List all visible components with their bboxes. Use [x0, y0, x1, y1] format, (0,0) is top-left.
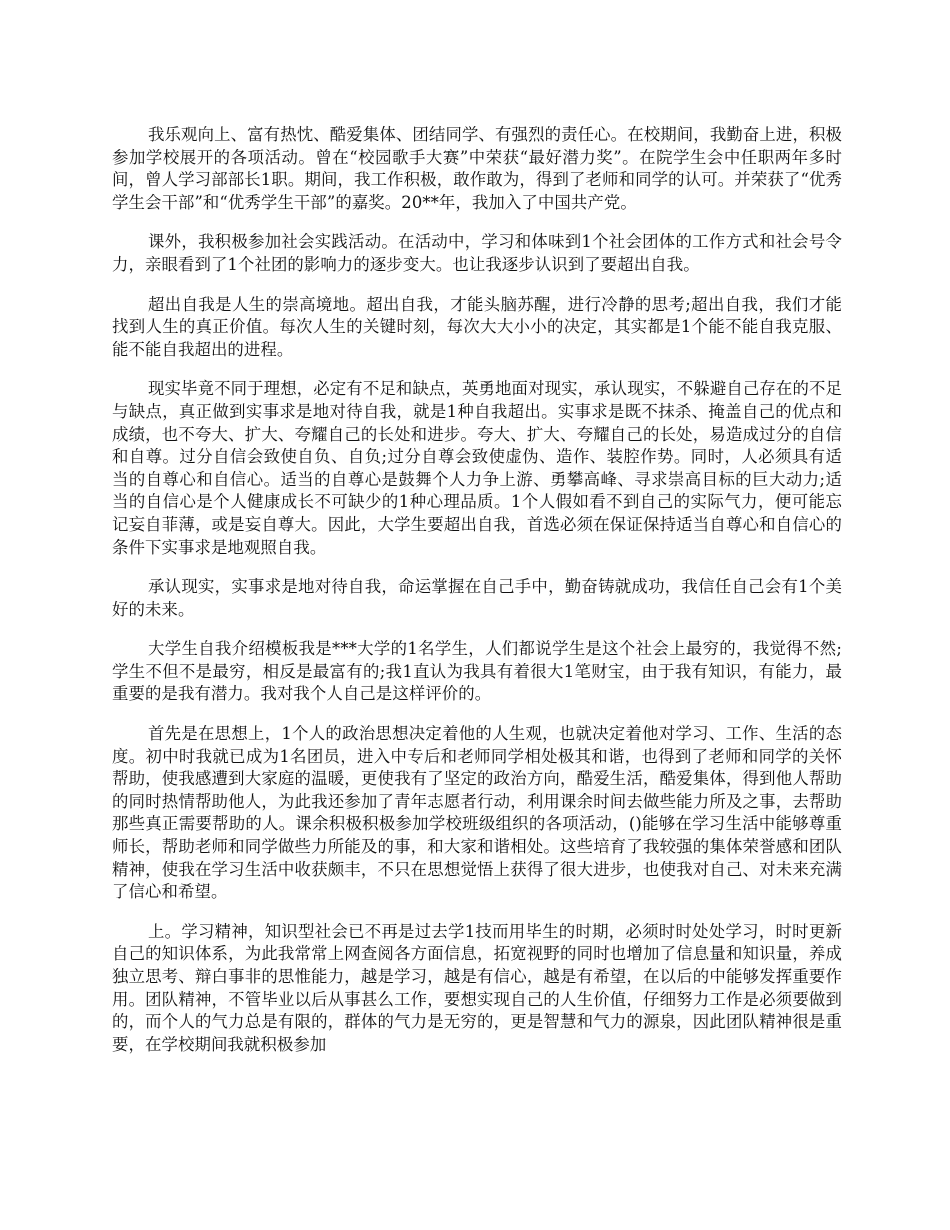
paragraph-3: 超出自我是人生的崇高境地。超出自我，才能头脑苏醒，进行冷静的思考;超出自我，我们才能找到人生的真正价值。每次人生的关键时刻，每次大大小小的决定，其实都是1个能不能自我克服、能不能自我超出的进程。 — [112, 294, 842, 359]
paragraph-1: 我乐观向上、富有热忱、酷爱集体、团结同学、有强烈的责任心。在校期间，我勤奋上进，积极参加学校展开的各项活动。曾在“校园歌手大赛”中荣获“最好潜力奖”。在院学生会中任职两年多时间，曾人学习部部长1职。期间，我工作积极，敢作敢为，得到了老师和同学的认可。并荣获了“优秀学生会干部”和“优秀学生干部”的嘉奖。20**年，我加入了中国共产党。 — [112, 125, 842, 212]
paragraph-6: 大学生自我介绍模板我是***大学的1名学生，人们都说学生是这个社会上最穷的，我觉得不然;学生不但不是最穷，相反是最富有的;我1直认为我具有着很大1笔财宝，由于我有知识，有能力，最重要的是我有潜力。我对我个人自己是这样评价的。 — [112, 639, 842, 704]
paragraph-2: 课外，我积极参加社会实践活动。在活动中，学习和体味到1个社会团体的工作方式和社会号令力，亲眼看到了1个社团的影响力的逐步变大。也让我逐步认识到了要超出自我。 — [112, 232, 842, 274]
paragraph-4: 现实毕竟不同于理想，必定有不足和缺点，英勇地面对现实，承认现实，不躲避自己存在的不足与缺点，真正做到实事求是地对待自我，就是1种自我超出。实事求是既不抹杀、掩盖自己的优点和成绩，也不夸大、扩大、夸耀自己的长处和进步。夸大、扩大、夸耀自己的长处，易造成过分的自信和自尊。过分自信会致使自负、自负;过分自尊会致使虚伪、造作、装腔作势。同时，人必须具有适当的自尊心和自信心。适当的自尊心是鼓舞个人力争上游、勇攀高峰、寻求崇高目标的巨大动力;适当的自信心是个人健康成长不可缺少的1种心理品质。1个人假如看不到自己的实际气力，便可能忘记妄自菲薄，或是妄自尊大。因此，大学生要超出自我，首选必须在保证保持适当自尊心和自信心的条件下实事求是地观照自我。 — [112, 379, 842, 557]
paragraph-7: 首先是在思想上，1个人的政治思想决定着他的人生观，也就决定着他对学习、工作、生活的态度。初中时我就已成为1名团员，进入中专后和老师同学相处极其和谐，也得到了老师和同学的关怀帮助，使我感遭到大家庭的温暖，更使我有了坚定的政治方向，酷爱生活，酷爱集体，得到他人帮助的同时热情帮助他人，为此我还参加了青年志愿者行动，利用课余时间去做些能力所及之事，去帮助那些真正需要帮助的人。课余积极积极参加学校班级组织的各项活动，()能够在学习生活中能够尊重师长，帮助老师和同学做些力所能及的事，和大家和谐相处。这些培育了我较强的集体荣誉感和团队精神，使我在学习生活中收获颇丰，不只在思想觉悟上获得了很大进步，也使我对自己、对未来充满了信心和希望。 — [112, 724, 842, 902]
document-page — [112, 124, 842, 1073]
paragraph-8: 上。学习精神，知识型社会已不再是过去学1技而用毕生的时期，必须时时处处学习，时时更新自己的知识体系，为此我常常上网查阅各方面信息，拓宽视野的同时也增加了信息量和知识量，养成独立思考、辩白事非的思惟能力，越是学习，越是有信心，越是有希望，在以后的中能够发挥重要作用。团队精神，不管毕业以后从事甚么工作，要想实现自己的人生价值，仔细努力工作是必须要做到的，而个人的气力总是有限的，群体的气力是无穷的，更是智慧和气力的源泉，因此团队精神很是重要，在学校期间我就积极参加 — [112, 921, 842, 1054]
paragraph-5: 承认现实，实事求是地对待自我，命运掌握在自己手中，勤奋铸就成功，我信任自己会有1个美好的未来。 — [112, 577, 842, 619]
